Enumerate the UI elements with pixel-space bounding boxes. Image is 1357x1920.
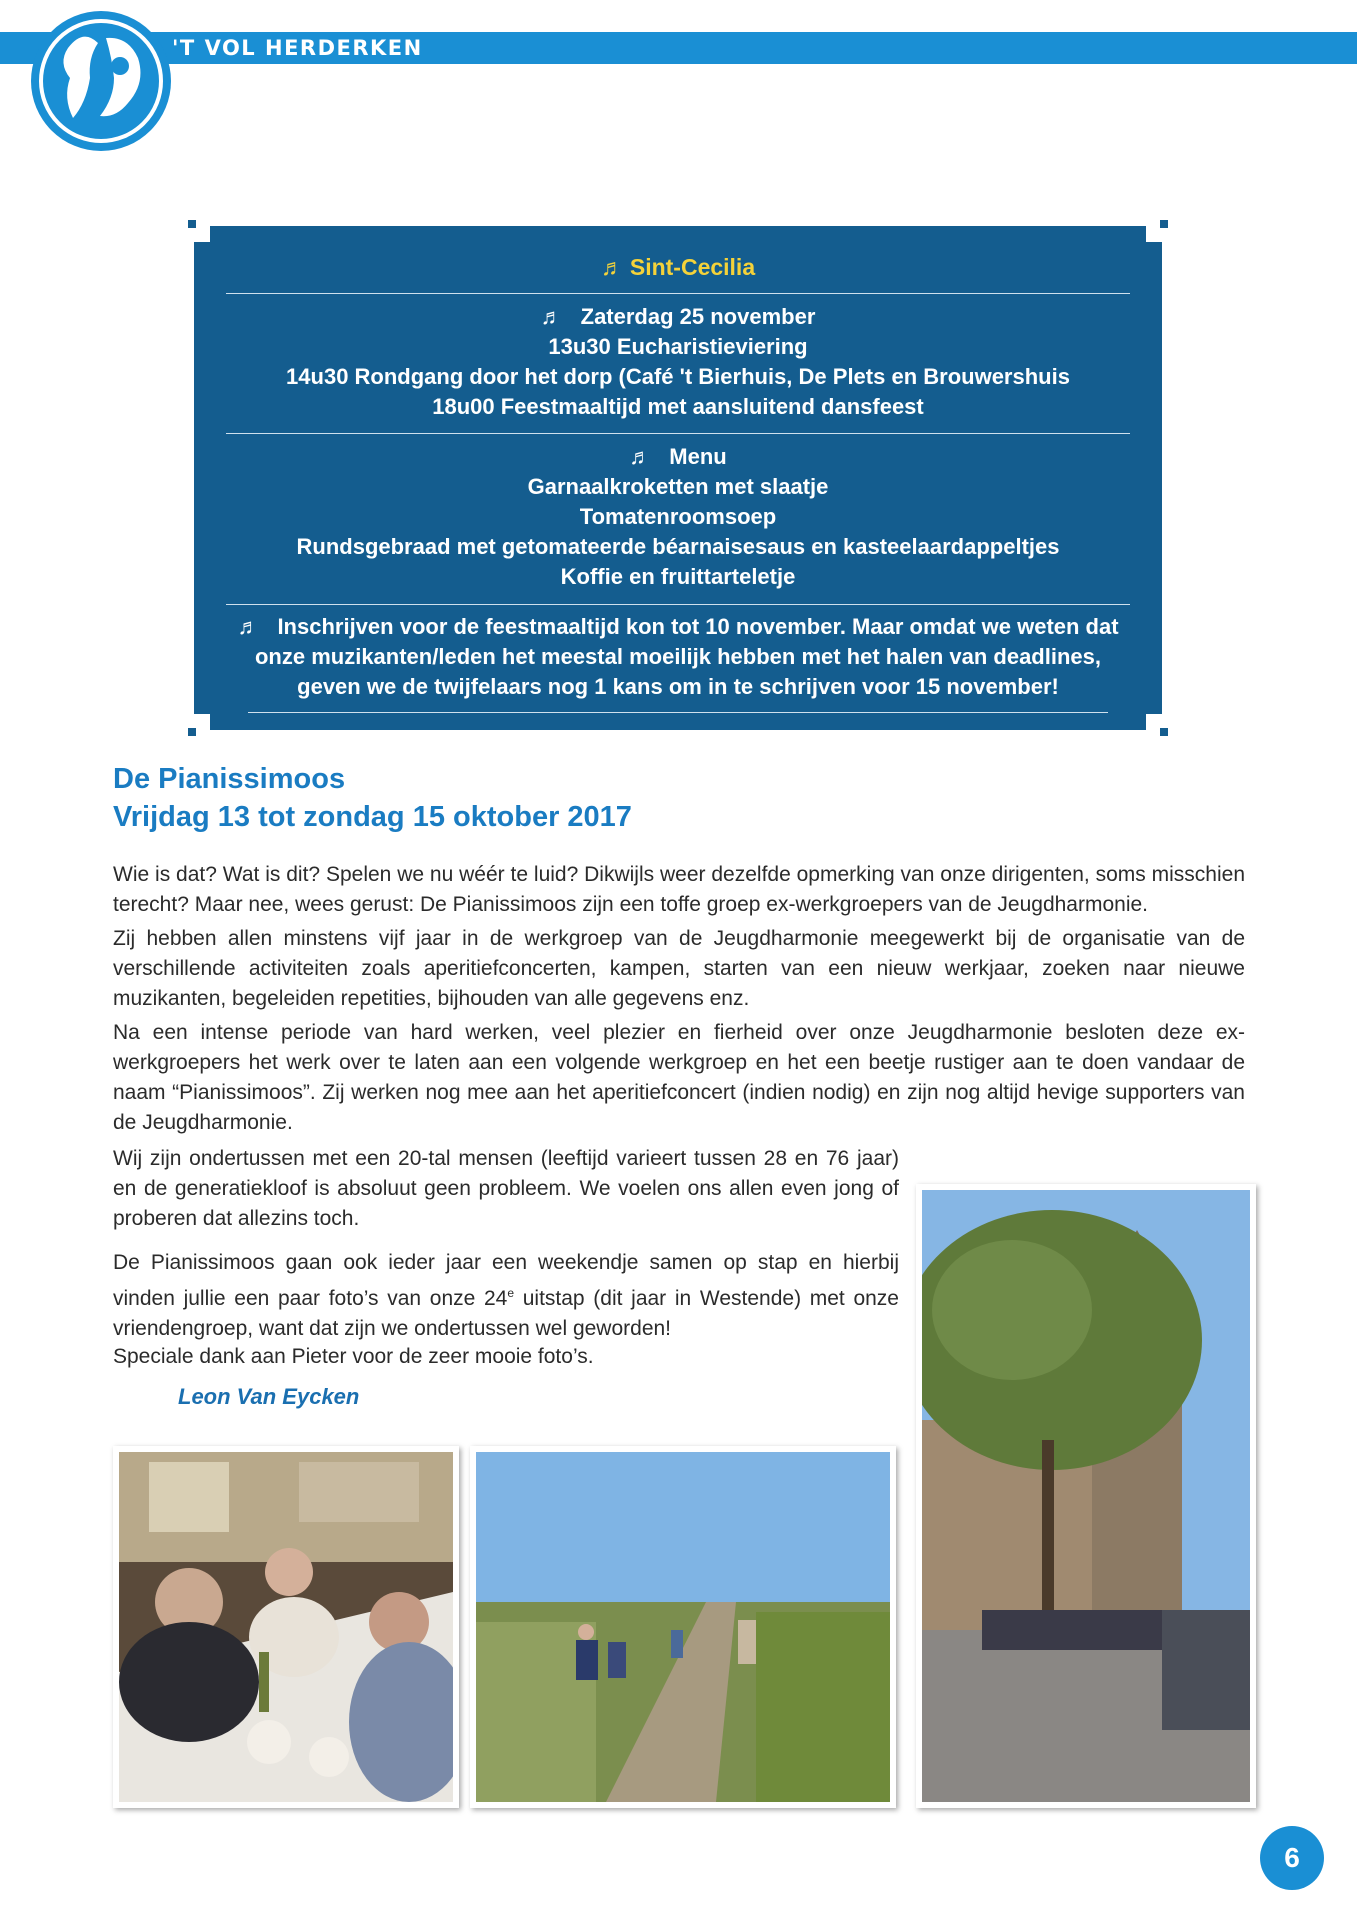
sint-cecilia-box bbox=[194, 226, 1162, 730]
photo-group-square bbox=[916, 1184, 1256, 1808]
article-paragraph: Wij zijn ondertussen met een 20-tal mensen (leeftijd varieert tussen 28 en 76 jaar) en de generatiekloof is absoluut geen probleem. We voelen ons allen even jong of proberen dat allezins toch. bbox=[113, 1147, 899, 1230]
divider bbox=[248, 712, 1108, 713]
menu-title: ♬ Menu bbox=[629, 444, 727, 469]
event-title: ♬ Sint-Cecilia bbox=[600, 254, 756, 280]
box-corner bbox=[188, 220, 210, 242]
menu-item: Garnaalkroketten met slaatje bbox=[527, 474, 829, 499]
photo-walk bbox=[470, 1446, 896, 1808]
divider bbox=[226, 604, 1130, 605]
shepherd-logo-icon bbox=[28, 8, 174, 154]
divider bbox=[226, 293, 1130, 294]
schedule-line: 13u30 Eucharistieviering bbox=[548, 334, 808, 359]
author-signature: Leon Van Eycken bbox=[178, 1384, 360, 1409]
schedule-line: ♬ Zaterdag 25 november bbox=[540, 304, 816, 329]
box-corner bbox=[1146, 220, 1168, 242]
photo-dinner bbox=[113, 1446, 459, 1808]
box-corner bbox=[188, 714, 210, 736]
box-corner bbox=[1146, 714, 1168, 736]
article-paragraph: Zij hebben allen minstens vijf jaar in de werkgroep van de Jeugdharmonie meegewerkt bij de organisatie van de verschillende activiteiten zoals aperitiefconcerten, kampen, starten van een nieuw werkjaar, zoeken naar nieuwe muzikanten, begeleiden repetities, bijhouden van alle gegevens enz. bbox=[113, 927, 1245, 1010]
article-heading: De Pianissimoos bbox=[113, 763, 346, 795]
registration-line: ♬ Inschrijven voor de feestmaaltijd kon tot 10 november. Maar omdat we weten dat bbox=[237, 614, 1119, 639]
music-note-icon: ♬ bbox=[600, 254, 624, 280]
article-subheading: Vrijdag 13 tot zondag 15 oktober 2017 bbox=[113, 801, 632, 833]
article-paragraph: De Pianissimoos gaan ook ieder jaar een weekendje samen op stap en hierbij vinden jullie een paar foto’s van onze 24e uitstap (dit jaar in Westende) met onze vriendengroep, want dat zijn we ondertussen wel geworden! bbox=[113, 1251, 899, 1340]
schedule-line: 18u00 Feestmaaltijd met aansluitend dansfeest bbox=[432, 394, 924, 419]
music-note-icon: ♬ bbox=[629, 444, 652, 469]
schedule-line: 14u30 Rondgang door het dorp (Café 't Bierhuis, De Plets en Brouwershuis bbox=[286, 364, 1070, 389]
registration-line: geven we de twijfelaars nog 1 kans om in te schrijven voor 15 november! bbox=[297, 674, 1059, 699]
registration-line: onze muzikanten/leden het meestal moeilijk hebben met het halen van deadlines, bbox=[254, 644, 1101, 669]
article-paragraph: Na een intense periode van hard werken, veel plezier en fierheid over onze Jeugdharmonie besloten deze ex-werkgroepers het werk over te laten aan een volgende werkgroep en het een beetje rustiger aan te doen vandaar de naam “Pianissimoos”. Zij werken nog mee aan het aperitiefconcert (indien nodig) en zijn nog altijd hevige supporters van de Jeugdharmonie. bbox=[113, 1021, 1245, 1134]
menu-item: Tomatenroomsoep bbox=[579, 504, 777, 529]
header-title: 'T VOL HERDERKEN bbox=[172, 36, 423, 60]
menu-item: Rundsgebraad met getomateerde béarnaisesaus en kasteelaardappeltjes bbox=[296, 534, 1060, 559]
article-paragraph: Speciale dank aan Pieter voor de zeer mooie foto’s. bbox=[113, 1345, 594, 1368]
page-number: 6 bbox=[1260, 1826, 1324, 1890]
article-paragraph: Wie is dat? Wat is dit? Spelen we nu wéér te luid? Dikwijls weer dezelfde opmerking van onze dirigenten, soms misschien terecht? Maar nee, wees gerust: De Pianissimoos zijn een toffe groep ex-werkgroepers van de Jeugdharmonie. bbox=[113, 863, 1245, 916]
menu-item: Koffie en fruittarteletje bbox=[560, 564, 796, 589]
divider bbox=[226, 433, 1130, 434]
music-note-icon: ♬ bbox=[540, 304, 563, 329]
music-note-icon: ♬ bbox=[237, 614, 260, 639]
